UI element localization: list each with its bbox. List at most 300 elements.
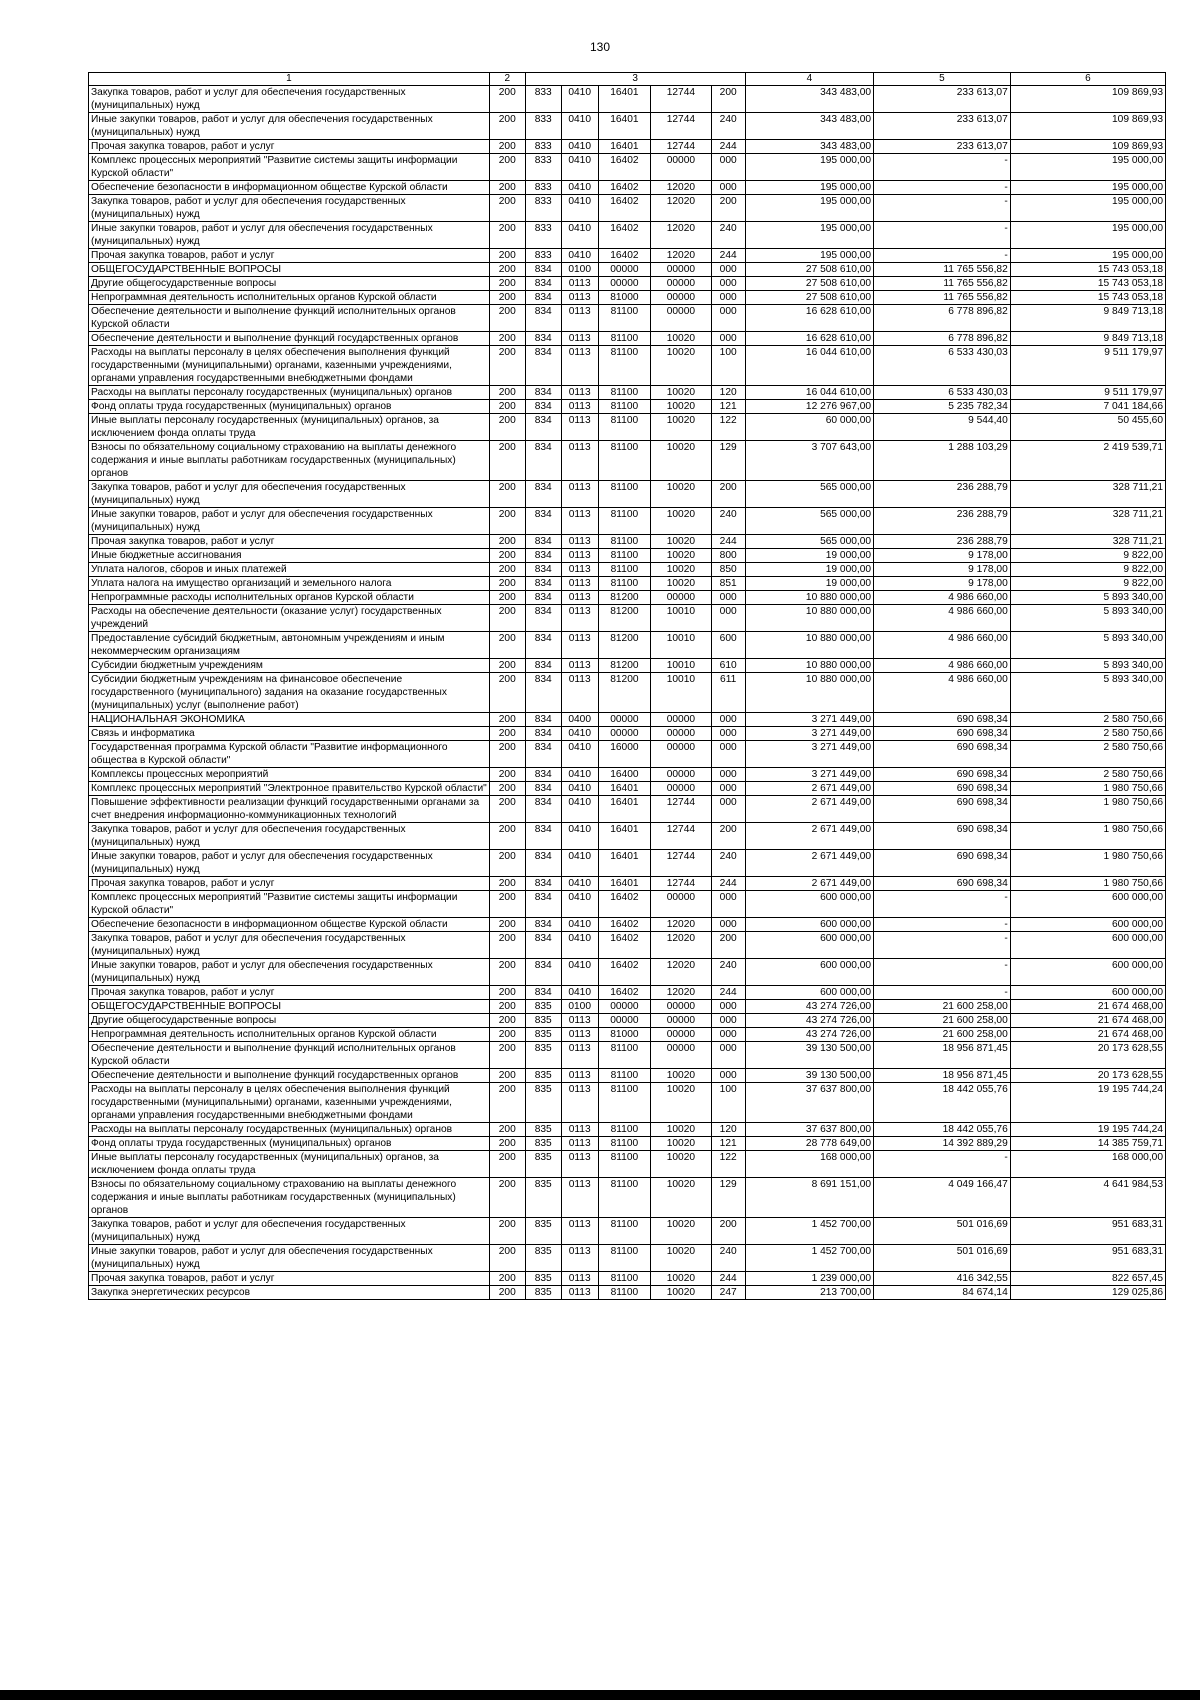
code-ministry-cell: 834	[525, 850, 561, 877]
code-direction-cell: 10010	[651, 605, 712, 632]
amount-remaining-cell: 21 674 468,00	[1010, 1028, 1165, 1042]
amount-approved-cell: 3 271 449,00	[745, 741, 873, 768]
amount-approved-cell: 565 000,00	[745, 535, 873, 549]
code-ministry-cell: 834	[525, 305, 561, 332]
code-direction-cell: 00000	[651, 154, 712, 181]
code-col2-cell: 200	[489, 263, 525, 277]
amount-remaining-cell: 20 173 628,55	[1010, 1042, 1165, 1069]
amount-remaining-cell: 15 743 053,18	[1010, 277, 1165, 291]
amount-executed-cell: 236 288,79	[874, 481, 1011, 508]
code-direction-cell: 10020	[651, 535, 712, 549]
code-program-cell: 16402	[598, 918, 650, 932]
code-program-cell: 81100	[598, 346, 650, 386]
item-name-cell: Прочая закупка товаров, работ и услуг	[89, 877, 490, 891]
table-row	[89, 291, 1166, 305]
amount-remaining-cell: 195 000,00	[1010, 181, 1165, 195]
code-ministry-cell: 834	[525, 441, 561, 481]
code-expense-type-cell: 611	[711, 673, 745, 713]
code-direction-cell: 10020	[651, 386, 712, 400]
amount-approved-cell: 60 000,00	[745, 414, 873, 441]
amount-approved-cell: 600 000,00	[745, 986, 873, 1000]
code-ministry-cell: 834	[525, 605, 561, 632]
code-section-cell: 0410	[561, 768, 598, 782]
code-program-cell: 81000	[598, 1028, 650, 1042]
code-col2-cell: 200	[489, 332, 525, 346]
table-row	[89, 659, 1166, 673]
item-name-cell: Комплекс процессных мероприятий "Электронное правительство Курской области"	[89, 782, 490, 796]
table-row	[89, 1272, 1166, 1286]
amount-remaining-cell: 5 893 340,00	[1010, 605, 1165, 632]
code-ministry-cell: 835	[525, 1245, 561, 1272]
item-name-cell: Расходы на выплаты персоналу государственных (муниципальных) органов	[89, 386, 490, 400]
code-expense-type-cell: 000	[711, 1014, 745, 1028]
table-row	[89, 1042, 1166, 1069]
amount-executed-cell: 4 986 660,00	[874, 605, 1011, 632]
amount-remaining-cell: 5 893 340,00	[1010, 673, 1165, 713]
item-name-cell: Прочая закупка товаров, работ и услуг	[89, 1272, 490, 1286]
code-direction-cell: 12020	[651, 959, 712, 986]
code-ministry-cell: 833	[525, 249, 561, 263]
code-col2-cell: 200	[489, 605, 525, 632]
code-program-cell: 81200	[598, 605, 650, 632]
code-section-cell: 0410	[561, 140, 598, 154]
amount-executed-cell: 690 698,34	[874, 823, 1011, 850]
amount-executed-cell: 4 986 660,00	[874, 659, 1011, 673]
item-name-cell: Расходы на выплаты персоналу в целях обеспечения выполнения функций государственными (муниципальными) органами, казенными учреждениями, органами управления государственными внебюджетными фондами	[89, 1083, 490, 1123]
code-expense-type-cell: 000	[711, 796, 745, 823]
code-program-cell: 16000	[598, 741, 650, 768]
code-col2-cell: 200	[489, 577, 525, 591]
code-ministry-cell: 834	[525, 481, 561, 508]
item-name-cell: Закупка товаров, работ и услуг для обеспечения государственных (муниципальных) нужд	[89, 481, 490, 508]
code-col2-cell: 200	[489, 713, 525, 727]
code-direction-cell: 10020	[651, 414, 712, 441]
code-ministry-cell: 835	[525, 1042, 561, 1069]
code-program-cell: 81200	[598, 659, 650, 673]
code-col2-cell: 200	[489, 1151, 525, 1178]
amount-approved-cell: 343 483,00	[745, 113, 873, 140]
code-ministry-cell: 834	[525, 591, 561, 605]
item-name-cell: Иные выплаты персоналу государственных (муниципальных) органов, за исключением фонда оплаты труда	[89, 1151, 490, 1178]
table-row	[89, 181, 1166, 195]
amount-remaining-cell: 15 743 053,18	[1010, 263, 1165, 277]
item-name-cell: Другие общегосударственные вопросы	[89, 277, 490, 291]
code-ministry-cell: 835	[525, 1069, 561, 1083]
amount-approved-cell: 28 778 649,00	[745, 1137, 873, 1151]
code-expense-type-cell: 122	[711, 414, 745, 441]
code-ministry-cell: 834	[525, 673, 561, 713]
code-section-cell: 0113	[561, 535, 598, 549]
amount-remaining-cell: 9 849 713,18	[1010, 332, 1165, 346]
amount-approved-cell: 600 000,00	[745, 918, 873, 932]
amount-executed-cell: 690 698,34	[874, 713, 1011, 727]
code-direction-cell: 12020	[651, 181, 712, 195]
amount-executed-cell: -	[874, 154, 1011, 181]
amount-remaining-cell: 19 195 744,24	[1010, 1123, 1165, 1137]
code-col2-cell: 200	[489, 508, 525, 535]
code-ministry-cell: 833	[525, 140, 561, 154]
amount-approved-cell: 168 000,00	[745, 1151, 873, 1178]
table-body	[89, 86, 1166, 1300]
amount-approved-cell: 600 000,00	[745, 932, 873, 959]
amount-approved-cell: 600 000,00	[745, 959, 873, 986]
amount-executed-cell: -	[874, 1151, 1011, 1178]
amount-executed-cell: -	[874, 959, 1011, 986]
table-row	[89, 332, 1166, 346]
code-col2-cell: 200	[489, 1272, 525, 1286]
amount-remaining-cell: 5 893 340,00	[1010, 632, 1165, 659]
amount-remaining-cell: 2 580 750,66	[1010, 727, 1165, 741]
code-expense-type-cell: 000	[711, 291, 745, 305]
code-section-cell: 0410	[561, 959, 598, 986]
code-direction-cell: 00000	[651, 263, 712, 277]
code-expense-type-cell: 000	[711, 918, 745, 932]
code-ministry-cell: 834	[525, 346, 561, 386]
code-program-cell: 81200	[598, 632, 650, 659]
code-col2-cell: 200	[489, 181, 525, 195]
code-col2-cell: 200	[489, 113, 525, 140]
code-program-cell: 16401	[598, 850, 650, 877]
code-section-cell: 0100	[561, 1000, 598, 1014]
code-ministry-cell: 835	[525, 1218, 561, 1245]
code-program-cell: 16402	[598, 932, 650, 959]
table-row	[89, 986, 1166, 1000]
table-row	[89, 1137, 1166, 1151]
amount-remaining-cell: 600 000,00	[1010, 959, 1165, 986]
amount-remaining-cell: 1 980 750,66	[1010, 823, 1165, 850]
amount-approved-cell: 195 000,00	[745, 249, 873, 263]
code-direction-cell: 00000	[651, 305, 712, 332]
item-name-cell: Закупка товаров, работ и услуг для обеспечения государственных (муниципальных) нужд	[89, 1218, 490, 1245]
table-row	[89, 277, 1166, 291]
code-direction-cell: 10020	[651, 1123, 712, 1137]
code-ministry-cell: 834	[525, 713, 561, 727]
column-header: 4	[745, 73, 873, 86]
item-name-cell: Прочая закупка товаров, работ и услуг	[89, 535, 490, 549]
item-name-cell: Предоставление субсидий бюджетным, автономным учреждениям и иным некоммерческим организациям	[89, 632, 490, 659]
amount-approved-cell: 343 483,00	[745, 86, 873, 113]
amount-remaining-cell: 328 711,21	[1010, 535, 1165, 549]
code-expense-type-cell: 121	[711, 400, 745, 414]
item-name-cell: Закупка товаров, работ и услуг для обеспечения государственных (муниципальных) нужд	[89, 823, 490, 850]
table-row	[89, 1069, 1166, 1083]
item-name-cell: Субсидии бюджетным учреждениям	[89, 659, 490, 673]
code-program-cell: 00000	[598, 1014, 650, 1028]
code-program-cell: 00000	[598, 1000, 650, 1014]
code-expense-type-cell: 120	[711, 386, 745, 400]
code-section-cell: 0113	[561, 508, 598, 535]
code-direction-cell: 12744	[651, 796, 712, 823]
code-direction-cell: 10020	[651, 400, 712, 414]
code-ministry-cell: 834	[525, 332, 561, 346]
code-col2-cell: 200	[489, 549, 525, 563]
amount-approved-cell: 10 880 000,00	[745, 673, 873, 713]
code-ministry-cell: 834	[525, 632, 561, 659]
amount-executed-cell: -	[874, 932, 1011, 959]
code-section-cell: 0113	[561, 1245, 598, 1272]
code-expense-type-cell: 244	[711, 249, 745, 263]
code-expense-type-cell: 000	[711, 1000, 745, 1014]
table-row	[89, 932, 1166, 959]
amount-executed-cell: 690 698,34	[874, 741, 1011, 768]
amount-remaining-cell: 195 000,00	[1010, 154, 1165, 181]
code-direction-cell: 00000	[651, 1042, 712, 1069]
amount-remaining-cell: 7 041 184,66	[1010, 400, 1165, 414]
code-direction-cell: 12020	[651, 986, 712, 1000]
code-col2-cell: 200	[489, 932, 525, 959]
code-direction-cell: 10020	[651, 346, 712, 386]
table-row	[89, 1000, 1166, 1014]
item-name-cell: Комплексы процессных мероприятий	[89, 768, 490, 782]
amount-remaining-cell: 951 683,31	[1010, 1218, 1165, 1245]
amount-approved-cell: 195 000,00	[745, 195, 873, 222]
code-program-cell: 81100	[598, 1286, 650, 1300]
code-ministry-cell: 834	[525, 386, 561, 400]
item-name-cell: Взносы по обязательному социальному страхованию на выплаты денежного содержания и иные выплаты работникам государственных (муниципальных) органов	[89, 1178, 490, 1218]
code-ministry-cell: 834	[525, 918, 561, 932]
table-row	[89, 591, 1166, 605]
table-row	[89, 850, 1166, 877]
item-name-cell: Непрограммная деятельность исполнительных органов Курской области	[89, 1028, 490, 1042]
code-direction-cell: 10020	[651, 577, 712, 591]
amount-remaining-cell: 50 455,60	[1010, 414, 1165, 441]
amount-executed-cell: 6 533 430,03	[874, 346, 1011, 386]
code-program-cell: 81100	[598, 1137, 650, 1151]
amount-executed-cell: 9 178,00	[874, 549, 1011, 563]
item-name-cell: Обеспечение безопасности в информационном обществе Курской области	[89, 181, 490, 195]
amount-remaining-cell: 2 580 750,66	[1010, 713, 1165, 727]
table-row	[89, 605, 1166, 632]
code-expense-type-cell: 000	[711, 727, 745, 741]
amount-remaining-cell: 9 822,00	[1010, 549, 1165, 563]
item-name-cell: Уплата налогов, сборов и иных платежей	[89, 563, 490, 577]
table-row	[89, 727, 1166, 741]
table-row	[89, 414, 1166, 441]
amount-approved-cell: 16 044 610,00	[745, 386, 873, 400]
amount-approved-cell: 16 628 610,00	[745, 332, 873, 346]
table-row	[89, 549, 1166, 563]
table-row	[89, 346, 1166, 386]
table-row	[89, 305, 1166, 332]
code-section-cell: 0113	[561, 577, 598, 591]
code-direction-cell: 10020	[651, 1178, 712, 1218]
amount-remaining-cell: 1 980 750,66	[1010, 850, 1165, 877]
amount-approved-cell: 2 671 449,00	[745, 796, 873, 823]
code-program-cell: 81100	[598, 305, 650, 332]
code-section-cell: 0113	[561, 481, 598, 508]
page-number: 130	[589, 40, 611, 54]
table-row	[89, 508, 1166, 535]
code-col2-cell: 200	[489, 1123, 525, 1137]
amount-executed-cell: 9 178,00	[874, 577, 1011, 591]
code-ministry-cell: 833	[525, 154, 561, 181]
code-section-cell: 0113	[561, 1123, 598, 1137]
amount-remaining-cell: 109 869,93	[1010, 86, 1165, 113]
amount-approved-cell: 19 000,00	[745, 577, 873, 591]
code-section-cell: 0113	[561, 441, 598, 481]
amount-approved-cell: 16 044 610,00	[745, 346, 873, 386]
code-direction-cell: 00000	[651, 891, 712, 918]
code-program-cell: 81100	[598, 332, 650, 346]
table-row	[89, 782, 1166, 796]
amount-remaining-cell: 822 657,45	[1010, 1272, 1165, 1286]
table-row	[89, 632, 1166, 659]
table-row	[89, 1123, 1166, 1137]
code-section-cell: 0113	[561, 386, 598, 400]
code-program-cell: 81100	[598, 400, 650, 414]
amount-executed-cell: 690 698,34	[874, 877, 1011, 891]
amount-approved-cell: 43 274 726,00	[745, 1028, 873, 1042]
table-row	[89, 877, 1166, 891]
table-row	[89, 1178, 1166, 1218]
code-direction-cell: 00000	[651, 782, 712, 796]
code-program-cell: 16401	[598, 140, 650, 154]
code-expense-type-cell: 244	[711, 1272, 745, 1286]
table-row	[89, 222, 1166, 249]
code-col2-cell: 200	[489, 986, 525, 1000]
item-name-cell: Иные закупки товаров, работ и услуг для обеспечения государственных (муниципальных) нужд	[89, 959, 490, 986]
item-name-cell: Взносы по обязательному социальному страхованию на выплаты денежного содержания и иные выплаты работникам государственных (муниципальных) органов	[89, 441, 490, 481]
code-expense-type-cell: 244	[711, 986, 745, 1000]
code-col2-cell: 200	[489, 1014, 525, 1028]
code-program-cell: 81100	[598, 508, 650, 535]
amount-approved-cell: 19 000,00	[745, 563, 873, 577]
code-col2-cell: 200	[489, 1137, 525, 1151]
item-name-cell: Закупка товаров, работ и услуг для обеспечения государственных (муниципальных) нужд	[89, 932, 490, 959]
amount-remaining-cell: 328 711,21	[1010, 508, 1165, 535]
amount-approved-cell: 2 671 449,00	[745, 782, 873, 796]
code-section-cell: 0410	[561, 113, 598, 140]
item-name-cell: Обеспечение деятельности и выполнение функций государственных органов	[89, 1069, 490, 1083]
item-name-cell: ОБЩЕГОСУДАРСТВЕННЫЕ ВОПРОСЫ	[89, 1000, 490, 1014]
code-direction-cell: 10020	[651, 1245, 712, 1272]
amount-executed-cell: 21 600 258,00	[874, 1000, 1011, 1014]
amount-executed-cell: 21 600 258,00	[874, 1028, 1011, 1042]
table-row	[89, 823, 1166, 850]
code-program-cell: 16402	[598, 249, 650, 263]
item-name-cell: Иные закупки товаров, работ и услуг для обеспечения государственных (муниципальных) нужд	[89, 113, 490, 140]
code-ministry-cell: 834	[525, 549, 561, 563]
table-row	[89, 563, 1166, 577]
code-ministry-cell: 835	[525, 1137, 561, 1151]
code-expense-type-cell: 129	[711, 1178, 745, 1218]
code-expense-type-cell: 000	[711, 1069, 745, 1083]
amount-executed-cell: 6 778 896,82	[874, 305, 1011, 332]
amount-remaining-cell: 129 025,86	[1010, 1286, 1165, 1300]
code-col2-cell: 200	[489, 441, 525, 481]
table-row	[89, 535, 1166, 549]
code-col2-cell: 200	[489, 1218, 525, 1245]
code-direction-cell: 00000	[651, 291, 712, 305]
amount-approved-cell: 10 880 000,00	[745, 659, 873, 673]
code-ministry-cell: 835	[525, 1286, 561, 1300]
code-section-cell: 0113	[561, 1272, 598, 1286]
table-row	[89, 263, 1166, 277]
code-program-cell: 16402	[598, 986, 650, 1000]
code-section-cell: 0410	[561, 741, 598, 768]
code-expense-type-cell: 240	[711, 508, 745, 535]
code-program-cell: 81100	[598, 1272, 650, 1286]
code-section-cell: 0410	[561, 86, 598, 113]
code-section-cell: 0113	[561, 332, 598, 346]
code-direction-cell: 10020	[651, 1286, 712, 1300]
code-section-cell: 0113	[561, 1286, 598, 1300]
code-col2-cell: 200	[489, 1000, 525, 1014]
amount-executed-cell: 690 698,34	[874, 796, 1011, 823]
amount-approved-cell: 3 271 449,00	[745, 713, 873, 727]
code-section-cell: 0400	[561, 713, 598, 727]
code-program-cell: 16402	[598, 195, 650, 222]
code-program-cell: 16402	[598, 181, 650, 195]
table-row	[89, 959, 1166, 986]
code-ministry-cell: 834	[525, 400, 561, 414]
item-name-cell: Субсидии бюджетным учреждениям на финансовое обеспечение государственного (муниципального) задания на оказание государственных (муниципальных) услуг (выполнение работ)	[89, 673, 490, 713]
amount-executed-cell: 236 288,79	[874, 535, 1011, 549]
code-direction-cell: 12744	[651, 86, 712, 113]
code-expense-type-cell: 800	[711, 549, 745, 563]
code-col2-cell: 200	[489, 1028, 525, 1042]
amount-remaining-cell: 195 000,00	[1010, 195, 1165, 222]
code-ministry-cell: 834	[525, 796, 561, 823]
code-program-cell: 81100	[598, 1178, 650, 1218]
table-row	[89, 1083, 1166, 1123]
amount-approved-cell: 2 671 449,00	[745, 877, 873, 891]
code-program-cell: 81100	[598, 1083, 650, 1123]
amount-executed-cell: -	[874, 986, 1011, 1000]
amount-approved-cell: 195 000,00	[745, 222, 873, 249]
item-name-cell: Иные закупки товаров, работ и услуг для обеспечения государственных (муниципальных) нужд	[89, 850, 490, 877]
code-ministry-cell: 835	[525, 1083, 561, 1123]
code-section-cell: 0113	[561, 549, 598, 563]
item-name-cell: Закупка товаров, работ и услуг для обеспечения государственных (муниципальных) нужд	[89, 195, 490, 222]
code-col2-cell: 200	[489, 400, 525, 414]
item-name-cell: Государственная программа Курской области "Развитие информационного общества в Курской области"	[89, 741, 490, 768]
amount-executed-cell: 84 674,14	[874, 1286, 1011, 1300]
code-expense-type-cell: 200	[711, 1218, 745, 1245]
code-col2-cell: 200	[489, 741, 525, 768]
code-direction-cell: 10020	[651, 1137, 712, 1151]
code-expense-type-cell: 000	[711, 263, 745, 277]
amount-executed-cell: 233 613,07	[874, 140, 1011, 154]
amount-approved-cell: 43 274 726,00	[745, 1014, 873, 1028]
code-section-cell: 0100	[561, 263, 598, 277]
code-section-cell: 0410	[561, 195, 598, 222]
code-ministry-cell: 835	[525, 1151, 561, 1178]
item-name-cell: НАЦИОНАЛЬНАЯ ЭКОНОМИКА	[89, 713, 490, 727]
code-direction-cell: 10020	[651, 1272, 712, 1286]
code-col2-cell: 200	[489, 1042, 525, 1069]
code-section-cell: 0113	[561, 1028, 598, 1042]
amount-approved-cell: 27 508 610,00	[745, 277, 873, 291]
amount-remaining-cell: 1 980 750,66	[1010, 877, 1165, 891]
code-section-cell: 0113	[561, 400, 598, 414]
item-name-cell: Закупка энергетических ресурсов	[89, 1286, 490, 1300]
code-col2-cell: 200	[489, 768, 525, 782]
code-expense-type-cell: 000	[711, 605, 745, 632]
code-col2-cell: 200	[489, 659, 525, 673]
amount-remaining-cell: 20 173 628,55	[1010, 1069, 1165, 1083]
amount-approved-cell: 213 700,00	[745, 1286, 873, 1300]
table-row	[89, 154, 1166, 181]
amount-approved-cell: 39 130 500,00	[745, 1042, 873, 1069]
amount-remaining-cell: 9 511 179,97	[1010, 386, 1165, 400]
code-ministry-cell: 834	[525, 741, 561, 768]
code-program-cell: 16401	[598, 796, 650, 823]
table-row	[89, 1014, 1166, 1028]
code-section-cell: 0410	[561, 932, 598, 959]
item-name-cell: Иные закупки товаров, работ и услуг для обеспечения государственных (муниципальных) нужд	[89, 222, 490, 249]
code-ministry-cell: 833	[525, 195, 561, 222]
